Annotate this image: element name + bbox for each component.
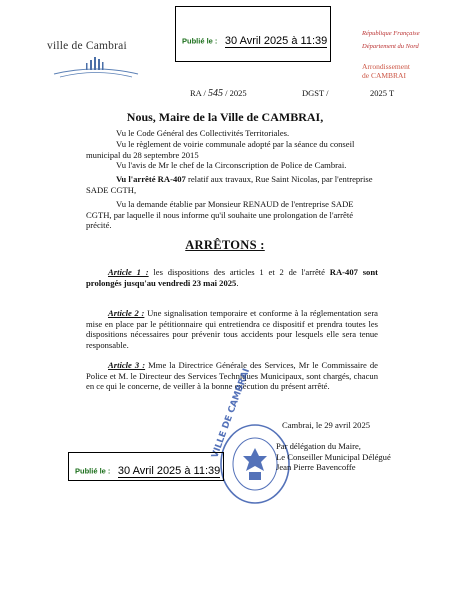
article-1 — [86, 267, 378, 288]
signature-place-date: Cambrai, le 29 avril 2025 — [282, 420, 371, 430]
article-2-text: Une signalisation temporaire et conforme à la réglementation sera mise en place par le pétitionnaire qui entretiendra ce dispositif et prendra toutes les dispositions nécessaires pour prévenir tous accidents pour lesquels elle sera tenue responsable. — [86, 308, 378, 350]
ra-year: / 2025 — [225, 88, 247, 98]
arretons-heading: ARRÊTONS : — [185, 238, 265, 252]
vu-line-5-text: Vu la demande établie par Monsieur RENAUD de l'entreprise SADE CGTH, par laquelle il nous informe qu'il souhaite une prolongation de l'arrêté précité. — [86, 199, 354, 230]
signature-line-2: Le Conseiller Municipal Délégué — [276, 451, 391, 462]
publication-stamp-top — [175, 6, 331, 62]
republique-label: République Française — [362, 30, 420, 37]
year-code: 2025 T — [370, 88, 395, 98]
stamp-bottom-date: 30 Avril 2025 à 11:39 — [117, 464, 221, 477]
vu-line-2 — [86, 139, 378, 160]
signature-line-1: Par délégation du Maire, — [276, 441, 361, 451]
vu-line-4-text: relatif aux travaux, Rue Saint Nicolas, par l'entreprise SADE CGTH, — [86, 174, 373, 195]
dgst-reference: DGST / — [302, 88, 329, 98]
seal-text: VILLE DE CAMBRAI — [210, 367, 253, 460]
article-1-end: . — [236, 277, 239, 288]
city-skyline-icon — [46, 50, 146, 78]
city-logo — [40, 36, 150, 76]
ra-number: 545 — [207, 88, 223, 99]
arrondissement-line2: de CAMBRAI — [362, 71, 406, 80]
signature-block — [276, 441, 391, 473]
vu-line-4-ref: Vu l'arrêté RA-407 — [116, 174, 186, 184]
article-3-text: Mme la Directrice Générale des Services, Mr le Commissaire de Police et M. le Directeur des Services Techniques Municipaux, sont chargés, chacun en ce qui le concerne, de veiller à la bonne exécution du présent arrêté. — [86, 360, 378, 391]
stamp-date: 30 Avril 2025 à 11:39 — [224, 34, 328, 47]
article-1-label: Article 1 : — [108, 267, 149, 277]
page-title: Nous, Maire de la Ville de CAMBRAI, — [126, 110, 324, 124]
vu-line-3: Vu l'avis de Mr le chef de la Circonscription de Police de Cambrai. — [116, 160, 347, 170]
stamp-label: Publié le : — [182, 36, 218, 46]
vu-line-2-text: Vu le règlement de voirie communale adopté par la séance du conseil municipal du 28 septembre 2015 — [86, 139, 355, 160]
departement-label: Département du Nord — [362, 43, 419, 50]
article-3-label: Article 3 : — [108, 360, 146, 370]
arrondissement-line1: Arrondissement — [362, 62, 410, 71]
signature-line-3: Jean Pierre Bavencoffe — [276, 462, 356, 472]
logo-text: ville de Cambrai — [47, 40, 127, 52]
article-2 — [86, 308, 378, 350]
stamp-bottom-label: Publié le : — [75, 466, 111, 476]
ra-prefix: RA / — [190, 88, 206, 98]
publication-stamp-bottom — [68, 452, 224, 481]
vu-line-4 — [86, 174, 378, 195]
article-3 — [86, 360, 378, 392]
vu-line-5 — [86, 199, 378, 231]
article-1-bold: RA-407 sont prolongés jusqu'au vendredi 23 mai 2025 — [86, 267, 378, 288]
article-1-text: les dispositions des articles 1 et 2 de l'arrêté — [148, 267, 330, 277]
vu-line-1: Vu le Code Général des Collectivités Territoriales. — [116, 128, 290, 138]
ra-reference — [190, 88, 247, 99]
article-2-label: Article 2 : — [108, 308, 145, 318]
